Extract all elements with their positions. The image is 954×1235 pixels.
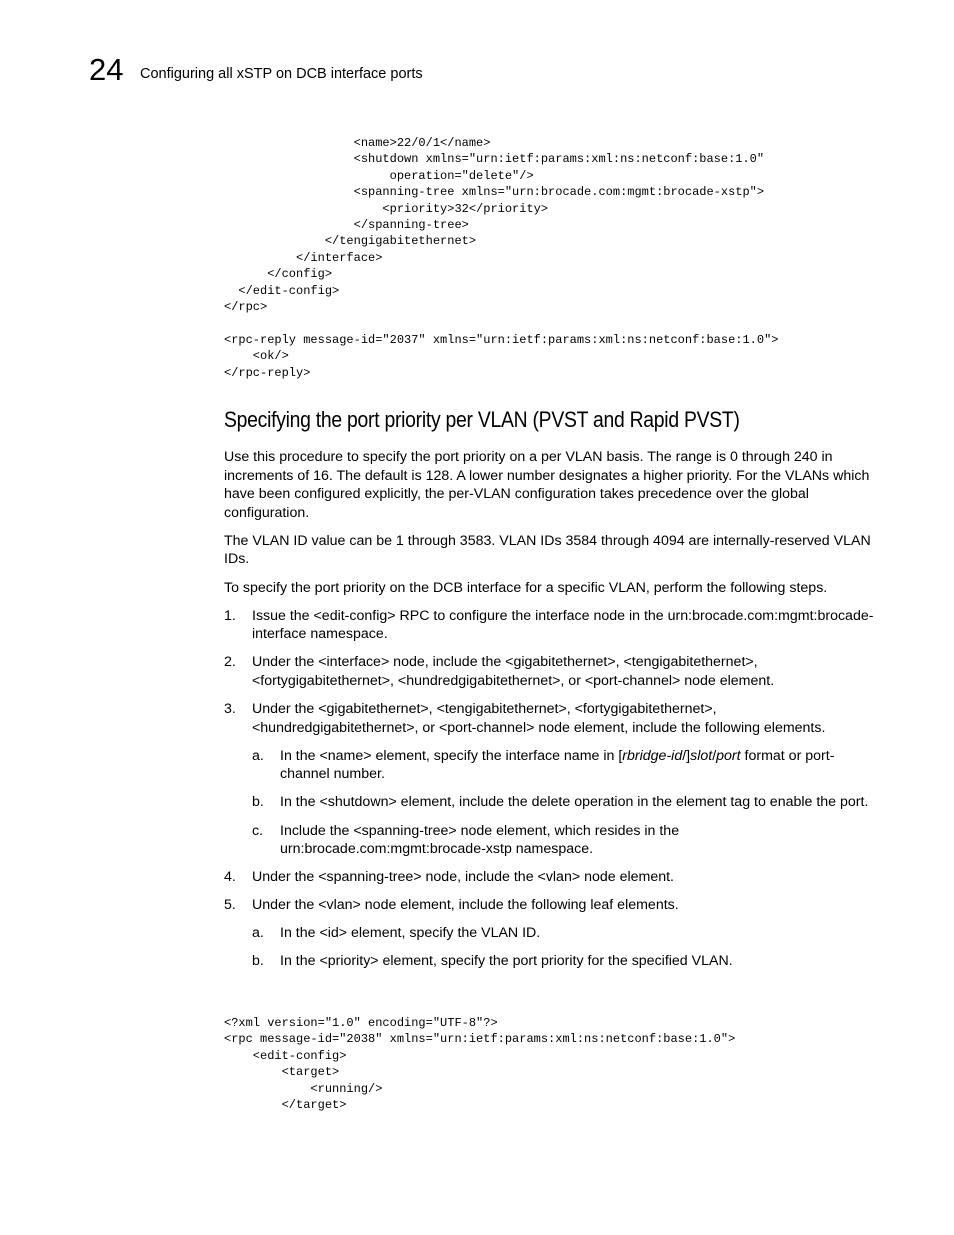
step-text: Under the <vlan> node element, include the following leaf elements. <box>252 897 679 914</box>
step-text: Under the <spanning-tree> node, include the <vlan> node element. <box>252 869 674 886</box>
substep-3b <box>252 793 874 812</box>
chapter-title: Configuring all xSTP on DCB interface ports <box>140 66 423 82</box>
step-5 <box>224 896 874 971</box>
code-block-netconf-request: <?xml version="1.0" encoding="UTF-8"?> <rpc message-id="2038" xmlns="urn:ietf:params:xml:ns:netconf:base:1.0"> <edit-config> <target> <running/> </target> <box>224 1016 736 1113</box>
section-body <box>224 448 874 981</box>
substep-3a <box>252 747 874 784</box>
substep-text: In the <shutdown> element, include the delete operation in the element tag to enable the port. <box>280 794 869 811</box>
substep-text-pre: In the <name> element, specify the interface name in [ <box>280 747 623 764</box>
step-text: Under the <interface> node, include the <gigabitethernet>, <tengigabitethernet>, <fortygigabitethernet>, <hundredgigabitethernet>, or <port-channel> node element. <box>252 654 775 689</box>
slot-var: slot <box>690 747 713 764</box>
step-number: 1. <box>224 607 236 624</box>
substep-text: Include the <spanning-tree> node element, which resides in the urn:brocade.com:mgmt:brocade-xstp namespace. <box>280 822 680 858</box>
code-block-netconf-reply: <name>22/0/1</name> <shutdown xmlns="urn:ietf:params:xml:ns:netconf:base:1.0" operation="delete"/> <spanning-tree xmlns="urn:brocade.com:mgmt:brocade-xstp"> <priority>32</priority> </spanning-tree> </tengigabitethernet> </interface> </config> </edit-config> </rpc> <rpc-reply message-id="2037" xmlns="urn:ietf:params:xml:ns:netconf:base:1.0"> <ok/> </rpc-reply> <box>224 136 779 380</box>
step-3 <box>224 700 874 859</box>
substep-label: a. <box>252 925 264 942</box>
section-heading: Specifying the port priority per VLAN (PVST and Rapid PVST) <box>224 407 740 432</box>
step-4 <box>224 868 874 887</box>
substep-label: b. <box>252 953 264 970</box>
step-5-substeps <box>252 924 874 971</box>
substep-5b <box>252 952 874 971</box>
port-var: port <box>716 747 741 764</box>
step-1 <box>224 607 874 644</box>
substep-5a <box>252 924 874 943</box>
substep-text: In the <id> element, specify the VLAN ID. <box>280 925 541 942</box>
rbridge-id-var: rbridge-id <box>622 747 683 764</box>
substep-text: In the <priority> element, specify the port priority for the specified VLAN. <box>280 953 733 970</box>
step-number: 3. <box>224 701 236 718</box>
step-text: Under the <gigabitethernet>, <tengigabitethernet>, <fortygigabitethernet>, <hundredgigabitethernet>, or <port-channel> node element, include the following elements. <box>252 701 826 736</box>
step-3-substeps <box>252 747 874 859</box>
substep-3c <box>252 822 874 859</box>
step-number: 4. <box>224 869 236 886</box>
procedure-steps <box>224 607 874 971</box>
step-2 <box>224 653 874 690</box>
substep-label: c. <box>252 822 264 839</box>
chapter-number: 24 <box>89 52 124 87</box>
substep-text-mid: /] <box>682 747 691 764</box>
substep-label: b. <box>252 794 264 811</box>
vlan-range-paragraph: The VLAN ID value can be 1 through 3583. VLAN IDs 3584 through 4094 are internally-reserved VLAN IDs. <box>224 532 871 568</box>
intro-paragraph: Use this procedure to specify the port priority on a per VLAN basis. The range is 0 through 240 in increments of 16. The default is 128. A lower number designates a higher priority. For the VLANs which have been configured explicitly, the per-VLAN configuration takes precedence over the global configuration. <box>224 449 870 521</box>
step-text: Issue the <edit-config> RPC to configure the interface node in the urn:brocade.com:mgmt:brocade-interface namespace. <box>252 607 874 643</box>
substep-text-slash: / <box>712 747 717 764</box>
substep-text-post: format or port-channel number. <box>280 747 835 783</box>
step-number: 5. <box>224 897 236 914</box>
step-number: 2. <box>224 654 236 671</box>
steps-intro-paragraph: To specify the port priority on the DCB interface for a specific VLAN, perform the following steps. <box>224 579 828 596</box>
substep-label: a. <box>252 747 264 764</box>
